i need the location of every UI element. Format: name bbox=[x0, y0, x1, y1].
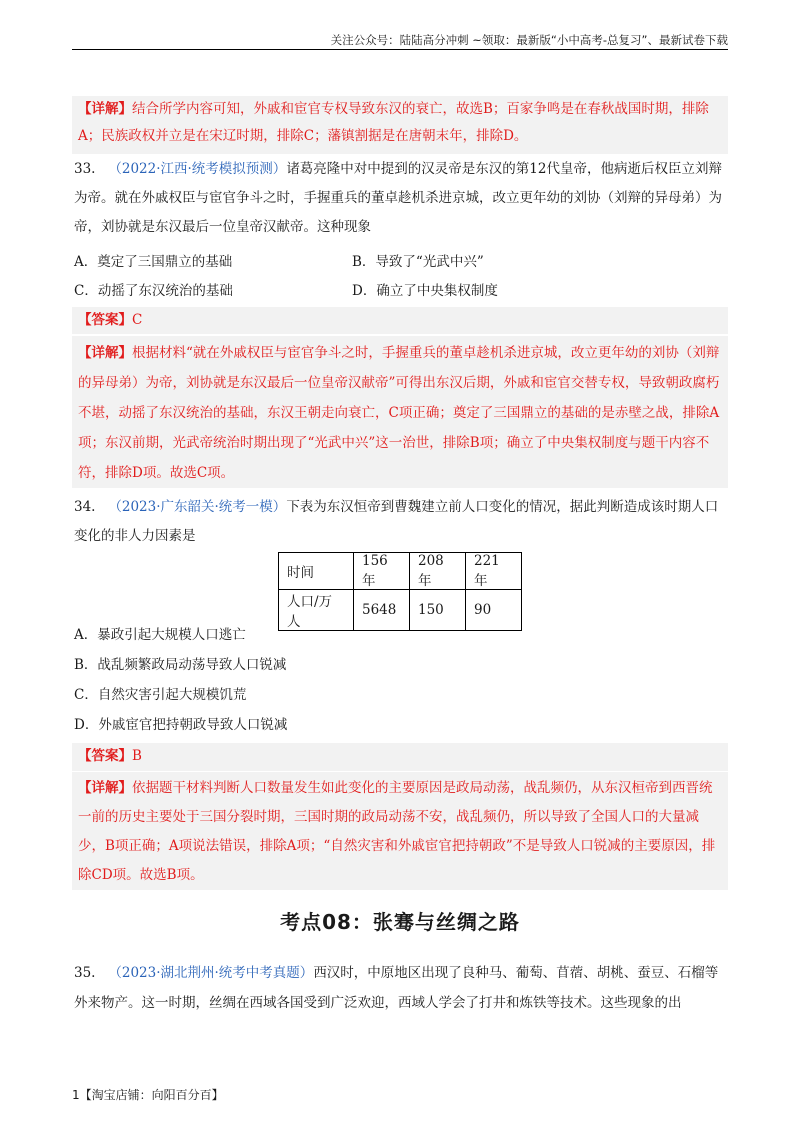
question-number: 35. bbox=[74, 965, 96, 981]
question-35 bbox=[72, 958, 728, 1018]
question-source: （2023·广东韶关·统考一模） bbox=[108, 499, 287, 515]
detail-box-34 bbox=[72, 772, 728, 890]
table-cell: 90 bbox=[466, 590, 522, 631]
table-cell: 150 bbox=[410, 590, 466, 631]
question-33 bbox=[72, 155, 728, 242]
page-header bbox=[72, 34, 728, 50]
question-number: 33. bbox=[74, 161, 96, 177]
detail-label: 【详解】 bbox=[78, 345, 132, 361]
table-row bbox=[279, 590, 522, 631]
detail-label: 【详解】 bbox=[78, 780, 132, 796]
option-c: C．自然灾害引起大规模饥荒 bbox=[74, 687, 247, 703]
table-cell: 156年 bbox=[354, 553, 410, 590]
detail-text: 根据材料“就在外戚权臣与宦官争斗之时，手握重兵的董卓趁机杀进京城，改立更年幼的刘协（刘辩的异母弟）为帝，刘协就是东汉最后一位皇帝汉献帝”可得出东汉后期，外戚和宦官交替专权，导致朝政腐朽不堪，动摇了东汉统治的基础，东汉王朝走向衰亡，C项正确；奠定了三国鼎立的基础的是赤壁之战，排除A项；东汉前期，光武帝统治时期出现了“光武中兴”这一治世，排除B项；确立了中央集权制度与题干内容不符，排除D项。故选C项。 bbox=[78, 345, 720, 481]
detail-text: 依据题干材料判断人口数量发生如此变化的主要原因是政局动荡，战乱频仍，从东汉桓帝到西晋统一前的历史主要处于三国分裂时期，三国时期的政局动荡不安，战乱频仍，所以导致了全国人口的大量减少，B项正确；A项说法错误，排除A项；“自然灾害和外戚宦官把持朝政”不是导致人口锐减的主要原因，排除CD项。故选B项。 bbox=[78, 780, 716, 883]
table-cell: 时间 bbox=[279, 553, 354, 590]
question-stem: 西汉时，中原地区出现了良种马、葡萄、苜蓿、胡桃、蚕豆、石榴等外来物产。这一时期，丝绸在西域各国受到广泛欢迎，西域人学会了打井和炼铁等技术。这些现象的出 bbox=[74, 965, 719, 1011]
option-d: D．外戚宦官把持朝政导致人口锐减 bbox=[74, 717, 288, 733]
header-text: 关注公众号：陆陆高分冲刺 ~领取：最新版“小中高考-总复习”、最新试卷下载 bbox=[330, 33, 728, 47]
question-source: （2023·湖北荆州·统考中考真题） bbox=[108, 965, 314, 981]
question-stem: 诸葛亮隆中对中提到的汉灵帝是东汉的第12代皇帝，他病逝后权臣立刘辩为帝。就在外戚权臣与宦官争斗之时，手握重兵的董卓趁机杀进京城，改立更年幼的刘协（刘辩的异母弟）为帝，刘协就是东汉最后一位皇帝汉献帝。这种现象 bbox=[74, 161, 722, 235]
table-cell: 221年 bbox=[466, 553, 522, 590]
option-b: B．战乱频繁政局动荡导致人口锐减 bbox=[74, 657, 287, 673]
answer-box-34 bbox=[72, 743, 728, 771]
question-stem: 下表为东汉恒帝到曹魏建立前人口变化的情况，据此判断造成该时期人口变化的非人力因素是 bbox=[74, 499, 719, 544]
table-cell: 208年 bbox=[410, 553, 466, 590]
population-table bbox=[278, 552, 522, 631]
option-d: D．确立了中央集权制度 bbox=[352, 283, 498, 299]
detail-text: 结合所学内容可知，外戚和宦官专权导致东汉的衰亡，故选B；百家争鸣是在春秋战国时期，排除A；民族政权并立是在宋辽时期，排除C；藩镇割据是在唐朝末年，排除D。 bbox=[78, 101, 709, 144]
answer-label: 【答案】 bbox=[78, 312, 132, 328]
option-a: A．暴政引起大规模人口逃亡 bbox=[74, 627, 246, 643]
answer-box-33 bbox=[72, 307, 728, 334]
question-34 bbox=[72, 493, 728, 551]
option-b: B．导致了“光武中兴” bbox=[352, 254, 484, 270]
question-number: 34. bbox=[74, 499, 96, 515]
page-footer: 1【淘宝店铺：向阳百分百】 bbox=[72, 1088, 224, 1102]
option-c: C．动摇了东汉统治的基础 bbox=[74, 283, 233, 299]
option-a: A．奠定了三国鼎立的基础 bbox=[74, 254, 233, 270]
table-cell: 人口/万人 bbox=[279, 590, 354, 631]
answer-value: B bbox=[132, 748, 142, 764]
table-row bbox=[279, 553, 522, 590]
detail-label: 【详解】 bbox=[78, 101, 132, 117]
table-cell: 5648 bbox=[354, 590, 410, 631]
detail-box-33 bbox=[72, 336, 728, 488]
question-source: （2022·江西·统考模拟预测） bbox=[108, 161, 287, 177]
detail-box-32 bbox=[72, 96, 728, 154]
section-title: 考点08：张骞与丝绸之路 bbox=[280, 910, 520, 934]
answer-label: 【答案】 bbox=[78, 748, 132, 764]
answer-value: C bbox=[132, 312, 143, 328]
